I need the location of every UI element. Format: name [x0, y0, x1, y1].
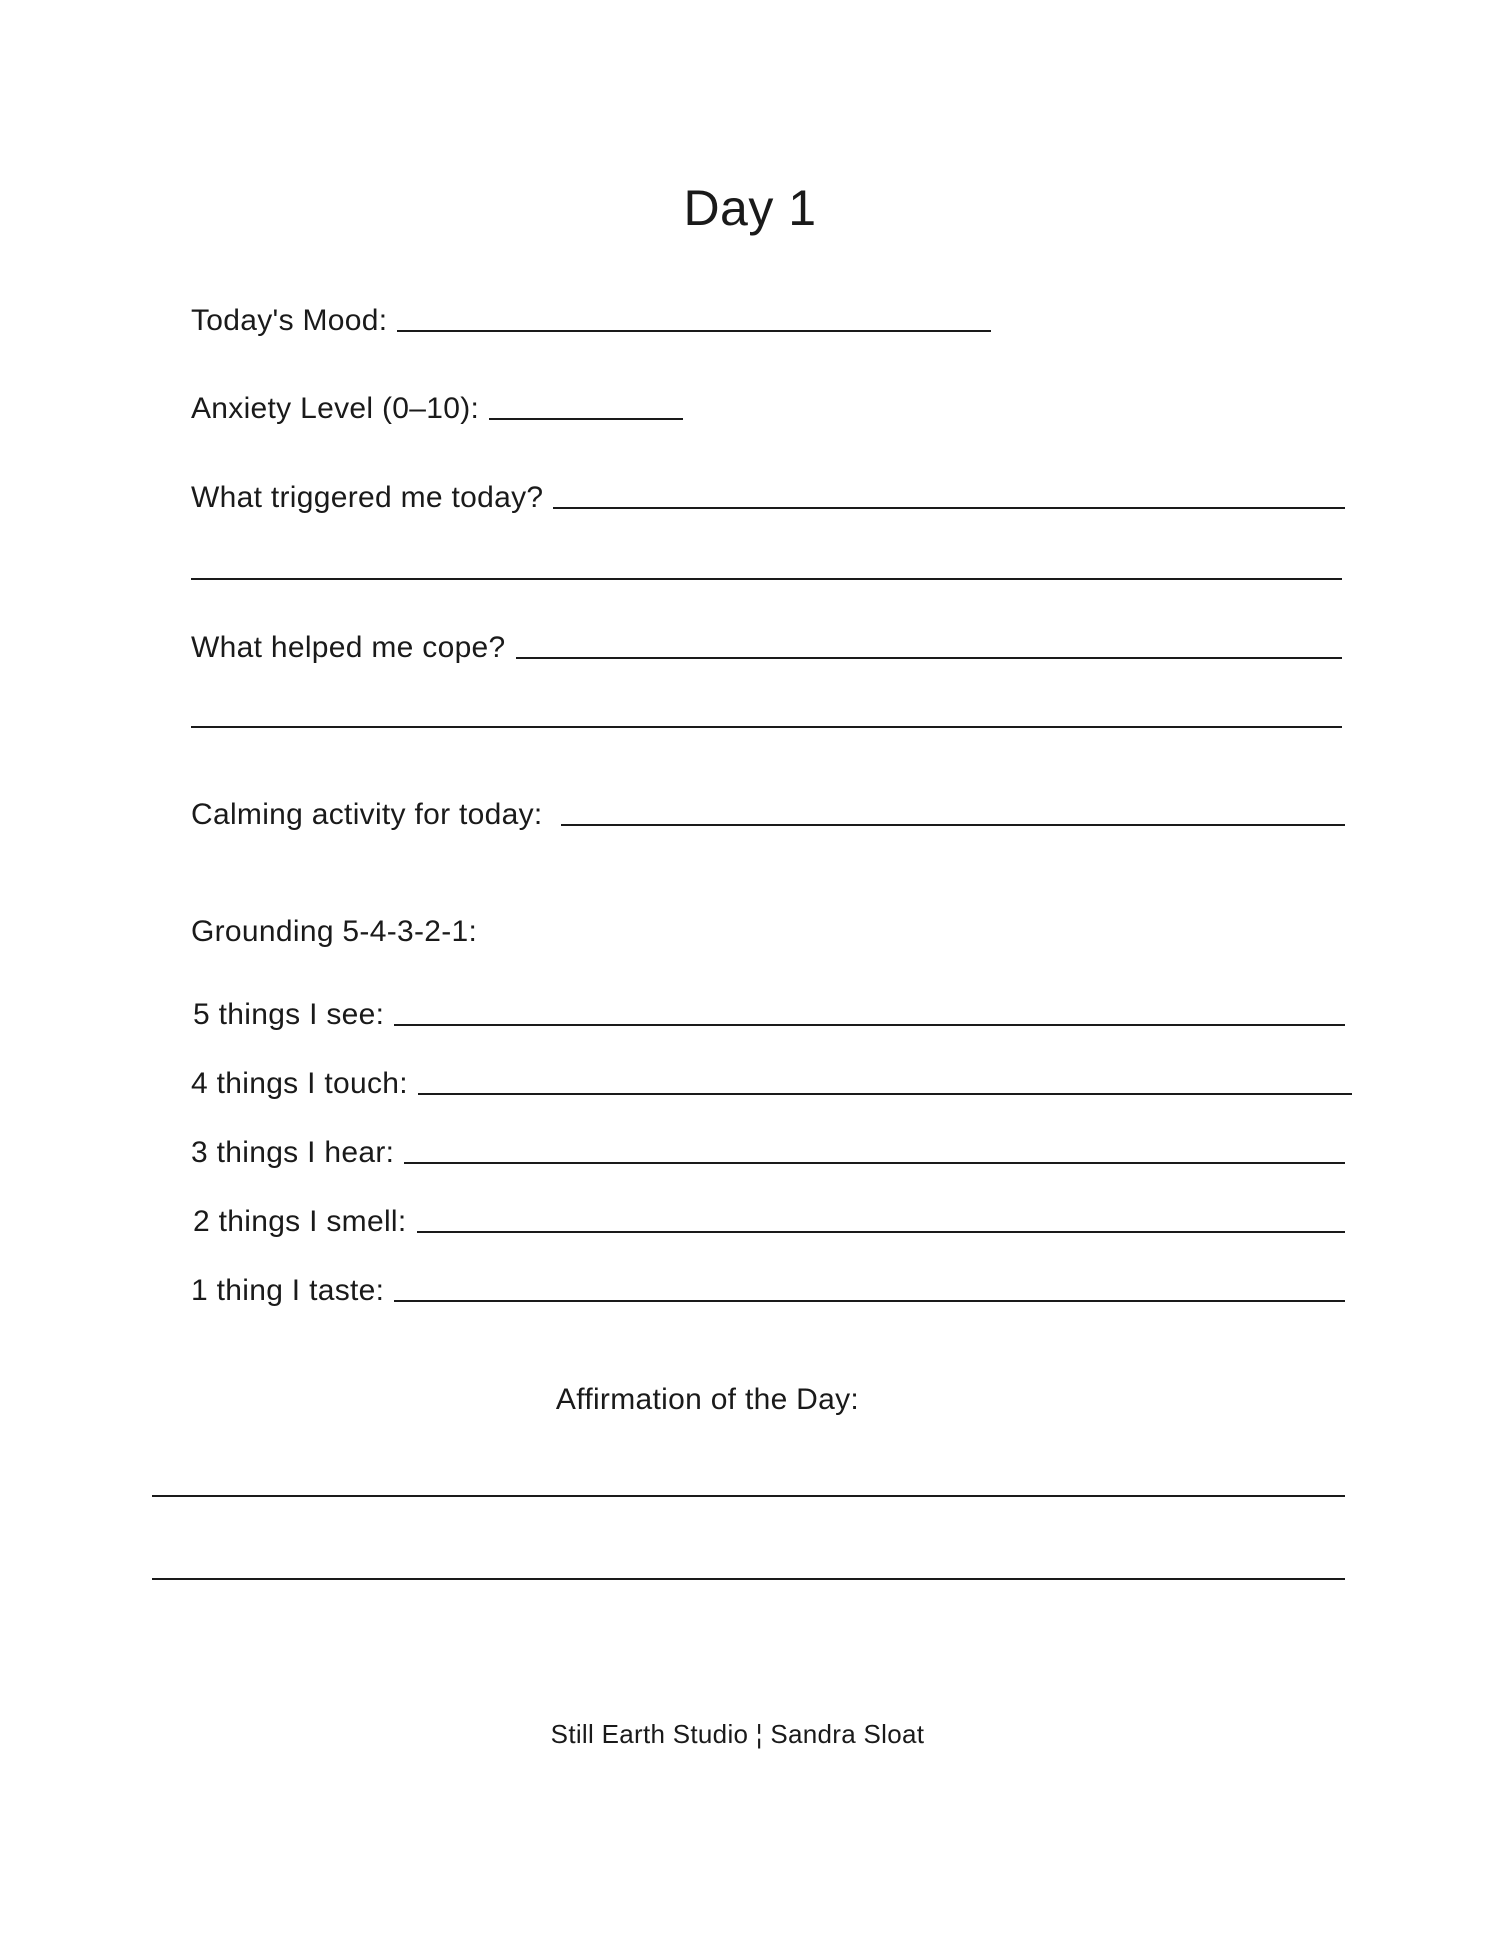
grounding-write-line[interactable]	[418, 1093, 1352, 1095]
calming-label: Calming activity for today:	[191, 798, 543, 831]
affirmation-heading: Affirmation of the Day:	[555, 1383, 860, 1416]
cope-write-line-2[interactable]	[191, 726, 1342, 728]
anxiety-label: Anxiety Level (0–10):	[191, 392, 480, 425]
grounding-write-line[interactable]	[417, 1231, 1345, 1233]
anxiety-write-line[interactable]	[489, 418, 683, 420]
cope-field	[191, 630, 1342, 666]
grounding-item-label: 1 thing I taste:	[191, 1274, 385, 1307]
affirmation-write-line-1[interactable]	[152, 1495, 1345, 1497]
triggered-label: What triggered me today?	[191, 481, 544, 514]
grounding-item-smell	[193, 1204, 1345, 1240]
triggered-write-line-2[interactable]	[191, 578, 1342, 580]
grounding-write-line[interactable]	[404, 1162, 1345, 1164]
grounding-item-label: 2 things I smell:	[193, 1205, 407, 1238]
grounding-heading: Grounding 5-4-3-2-1:	[191, 915, 478, 948]
mood-write-line[interactable]	[397, 330, 991, 332]
cope-label: What helped me cope?	[191, 631, 506, 664]
grounding-item-label: 3 things I hear:	[191, 1136, 395, 1169]
triggered-write-line[interactable]	[553, 507, 1345, 509]
affirmation-write-line-2[interactable]	[152, 1578, 1345, 1580]
grounding-item-label: 4 things I touch:	[191, 1067, 408, 1100]
calming-write-line[interactable]	[561, 824, 1345, 826]
grounding-item-label: 5 things I see:	[193, 998, 385, 1031]
grounding-item-hear	[191, 1135, 1345, 1171]
grounding-item-see	[193, 997, 1345, 1033]
calming-field	[191, 797, 1345, 833]
mood-label: Today's Mood:	[191, 304, 388, 337]
page-title: Day 1	[683, 180, 817, 236]
footer-credit: Still Earth Studio ¦ Sandra Sloat	[550, 1719, 925, 1749]
mood-field	[191, 303, 991, 339]
grounding-item-taste	[191, 1273, 1345, 1309]
grounding-write-line[interactable]	[394, 1300, 1345, 1302]
triggered-field	[191, 480, 1345, 516]
grounding-write-line[interactable]	[394, 1024, 1345, 1026]
grounding-item-touch	[191, 1066, 1352, 1102]
anxiety-field	[191, 391, 683, 427]
cope-write-line[interactable]	[516, 657, 1342, 659]
